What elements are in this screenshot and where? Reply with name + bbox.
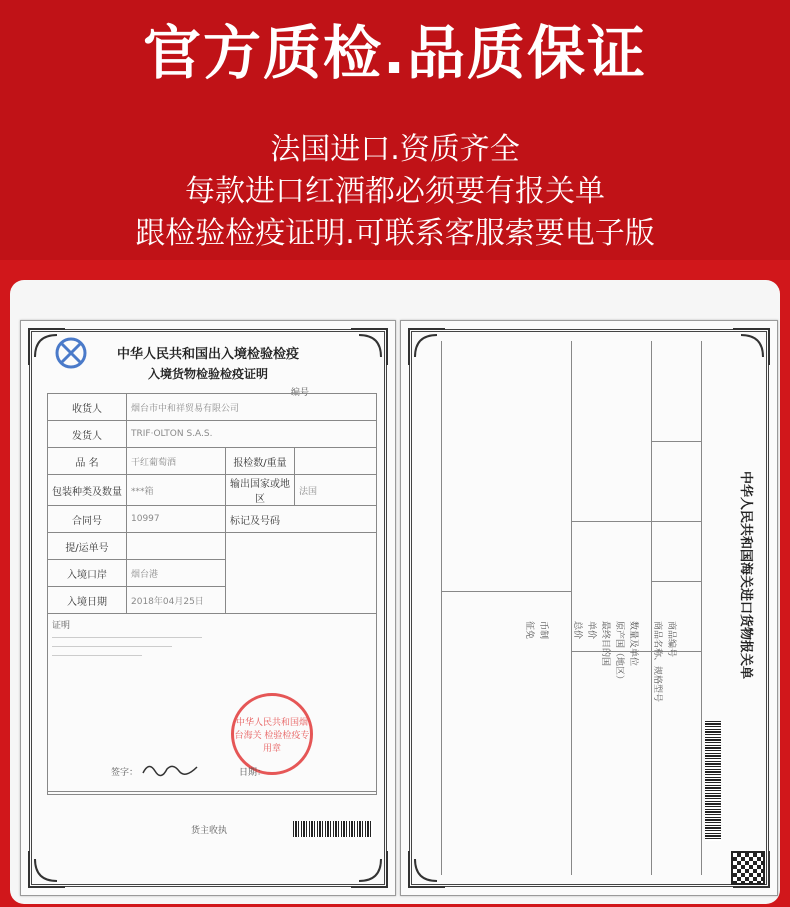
headline: 官方质检.品质保证 — [142, 19, 648, 87]
origin-value: 法国 — [295, 475, 377, 506]
column-header: 原产国（地区） — [614, 621, 624, 685]
row-value — [127, 533, 226, 560]
corner-ornament-icon — [27, 849, 67, 889]
row-label: 包装种类及数量 — [48, 475, 127, 506]
row-value: 10997 — [127, 506, 226, 533]
origin-label: 输出国家或地区 — [226, 475, 295, 506]
subline-3: 跟检验检疫证明.可联系客服索要电子版 — [135, 216, 655, 251]
column-header: 商品名称、规格型号 — [652, 621, 662, 703]
weight-label: 报检数/重量 — [226, 448, 295, 475]
row-label: 提/运单号 — [48, 533, 127, 560]
column-header: 征免 — [524, 621, 534, 640]
document-panel — [10, 280, 780, 904]
row-label: 品 名 — [48, 448, 127, 475]
remark-label: 证明 — [52, 621, 71, 631]
column-header: 币制 — [538, 621, 548, 640]
customs-declaration — [400, 320, 778, 896]
row-label: 入境口岸 — [48, 560, 127, 587]
column-header: 单价 — [586, 621, 596, 640]
row-label: 发货人 — [48, 421, 127, 448]
subline-2: 每款进口红酒都必须要有报关单 — [185, 174, 605, 209]
column-header: 商品编号 — [666, 621, 676, 658]
certificate-title: 中华人民共和国出入境检验检疫 — [116, 347, 299, 362]
number-label: 编号 — [291, 388, 310, 398]
row-value: 2018年04月25日 — [127, 587, 226, 614]
row-label: 合同号 — [48, 506, 127, 533]
certificate-form — [47, 393, 377, 795]
corner-ornament-icon — [349, 849, 389, 889]
row-value: 干红葡萄酒 — [127, 448, 226, 475]
sign-label: 签字： — [111, 768, 139, 778]
inspection-certificate — [20, 320, 396, 896]
date-label: 日期： — [239, 768, 267, 778]
column-header: 最终目的国 — [600, 621, 610, 667]
column-header: 数量及单位 — [628, 621, 638, 667]
certificate-subtitle: 入境货物检验检疫证明 — [147, 367, 268, 381]
qr-code — [731, 851, 765, 885]
row-label: 入境日期 — [48, 587, 127, 614]
row-label: 收货人 — [48, 394, 127, 421]
row-value: 烟台市中和祥贸易有限公司 — [127, 394, 377, 421]
row-value: 烟台港 — [127, 560, 226, 587]
tag-label: 标记及号码 — [226, 506, 377, 533]
column-header: 总价 — [572, 621, 582, 640]
subline-1: 法国进口.资质齐全 — [270, 132, 520, 167]
official-stamp: 中华人民共和国烟台海关 检验检疫专用章 — [231, 693, 313, 775]
row-value: TRIF·OLTON S.A.S. — [127, 421, 377, 448]
barcode — [705, 721, 721, 841]
signature-icon — [141, 759, 201, 777]
declaration-title: 中华人民共和国海关进口货物报关单 — [738, 471, 753, 680]
barcode — [293, 821, 373, 837]
footer-label: 货主收执 — [191, 826, 228, 836]
row-value: ***箱 — [127, 475, 226, 506]
corner-ornament-icon — [731, 327, 771, 367]
